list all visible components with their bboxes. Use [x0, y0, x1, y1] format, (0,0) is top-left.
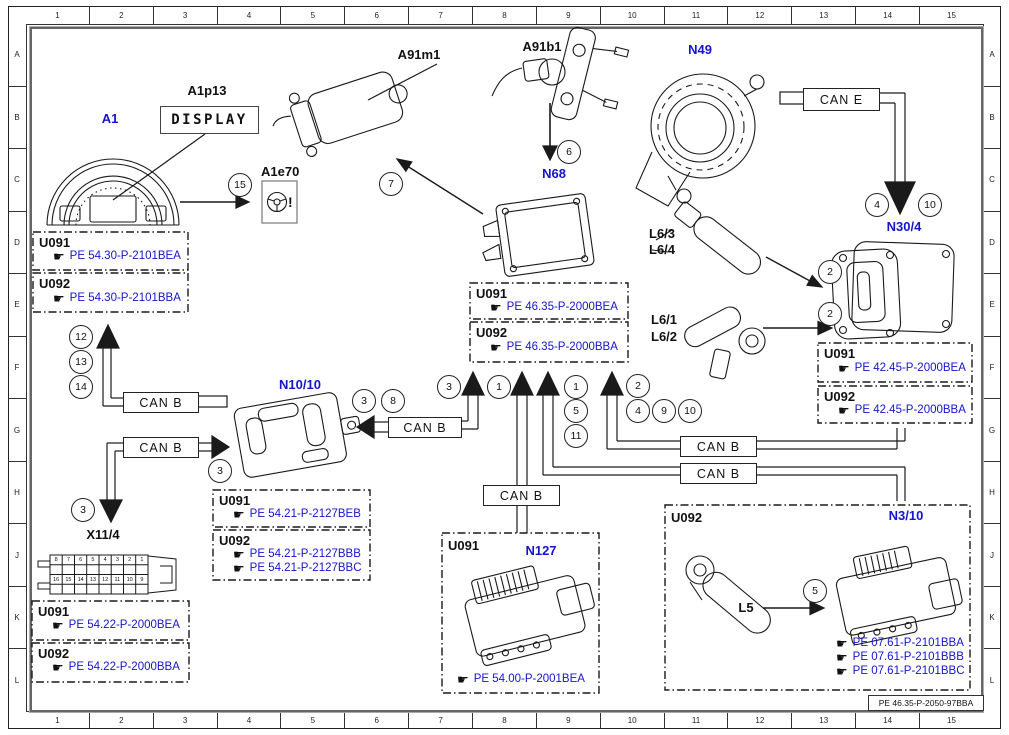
callout-5: 5: [564, 399, 588, 423]
ref-row: [52, 661, 180, 674]
drawing-number: PE 46.35-P-2050-97BBA: [868, 695, 984, 711]
a91m1-pointer-line: [368, 64, 437, 100]
see-ref-hand-icon: ☛: [233, 547, 245, 562]
ruler-cell: 2: [89, 6, 153, 24]
see-ref-hand-icon: ☛: [836, 650, 848, 665]
pe-reference: PE 07.61-P-2101BBA: [852, 636, 964, 649]
ruler-cell: 12: [727, 6, 791, 24]
callout-2: 2: [818, 260, 842, 284]
callout-10: 10: [678, 399, 702, 423]
can-b-label-6: CAN B: [680, 463, 757, 484]
callout-4: 4: [865, 193, 889, 217]
ruler-cell: 3: [153, 6, 217, 24]
a91m1-motor-drawing: [265, 60, 417, 165]
ruler-cell: L: [8, 648, 26, 711]
ruler-cell: A: [14, 50, 20, 60]
ruler-cell: F: [8, 336, 26, 399]
ruler-cell: 15: [919, 712, 983, 728]
ruler-cell: D: [8, 211, 26, 274]
ruler-cell: 8: [472, 712, 536, 728]
ruler-cell: E: [984, 273, 1000, 336]
pe-reference: PE 46.35-P-2000BBA: [506, 340, 618, 353]
display-pointer-line: [113, 134, 205, 200]
callout-7: 7: [379, 172, 403, 196]
can-e-label: CAN E: [803, 88, 880, 111]
ruler-cell: K: [984, 586, 1000, 649]
n127-label: N127: [525, 543, 557, 558]
ruler-cell: 7: [408, 6, 472, 24]
see-ref-hand-icon: ☛: [52, 660, 64, 675]
ruler-cell: 8: [472, 6, 536, 24]
u091-label: U091: [824, 346, 856, 361]
callout-2: 2: [818, 302, 842, 326]
can-b-bus-right-upper: [755, 428, 905, 449]
ruler-cell: 4: [217, 6, 281, 24]
pin-number: 2: [128, 557, 132, 563]
pin-number: 9: [140, 576, 144, 583]
ref-row: [53, 250, 181, 263]
ruler-cell: 1: [55, 10, 60, 20]
x11-4-label: X11/4: [86, 527, 120, 542]
ruler-cell: B: [984, 86, 1000, 149]
ref-row: [836, 637, 964, 650]
u092-label: U092: [476, 325, 508, 340]
can-b-label-2: CAN B: [123, 437, 199, 458]
ruler-cell: 1: [55, 715, 60, 725]
pe-reference: PE 42.45-P-2000BBA: [854, 403, 966, 416]
ref-row: [838, 404, 966, 417]
can-b-bus-center-down: [511, 372, 533, 533]
can-b-label-5: CAN B: [680, 436, 757, 457]
pin-number: 1: [140, 557, 144, 563]
l6-4-label: L6/4: [649, 242, 676, 257]
see-ref-hand-icon: ☛: [490, 300, 502, 315]
a1p13-display-box: [160, 106, 259, 134]
l6-1-label: L6/1: [651, 312, 678, 327]
ref-row: [490, 341, 618, 354]
callout-11: 11: [564, 424, 588, 448]
l6-2-label: L6/2: [651, 329, 678, 344]
ruler-cell: 4: [217, 712, 281, 728]
ruler-cell: G: [8, 398, 26, 461]
ruler-cell: 15: [919, 6, 983, 24]
ref-row: [838, 362, 966, 375]
ref-row: [233, 548, 361, 561]
ruler-cell: D: [984, 211, 1000, 274]
pin-number: 8: [54, 557, 58, 563]
ruler-cell: 7: [408, 712, 472, 728]
n30-4-abs-drawing: [831, 241, 955, 339]
ref-row: [836, 665, 965, 678]
ruler-cell: 14: [855, 6, 919, 24]
a1-label: A1: [101, 111, 119, 126]
callout-2: 2: [626, 374, 650, 398]
callout-9: 9: [652, 399, 676, 423]
n3-10-ecu-drawing: [831, 537, 966, 646]
pin-number: 13: [89, 576, 96, 583]
ruler-cell: 12: [727, 712, 791, 728]
callout-4: 4: [626, 399, 650, 423]
see-ref-hand-icon: ☛: [233, 561, 245, 576]
n68-label: N68: [542, 166, 566, 181]
pin-number: 4: [103, 557, 107, 563]
ref-row: [233, 508, 361, 521]
pe-reference: PE 54.30-P-2101BEA: [69, 249, 181, 262]
a91m1-label: A91m1: [397, 47, 441, 62]
pin-number: 6: [79, 557, 83, 563]
ruler-cell: 3: [153, 712, 217, 728]
u092-label: U092: [38, 646, 70, 661]
ruler-cell: J: [984, 523, 1000, 586]
warning-exclamation: !: [288, 194, 293, 210]
ruler-cell: C: [984, 148, 1000, 211]
pin-number: 12: [102, 576, 109, 583]
u092-label: U092: [824, 389, 856, 404]
ruler-cell: K: [8, 586, 26, 649]
see-ref-hand-icon: ☛: [233, 507, 245, 522]
callout-13: 13: [69, 350, 93, 374]
ref-row: [490, 301, 618, 314]
arrow-l6-3-to-n30-4: [766, 257, 825, 292]
ruler-cell: 5: [280, 6, 344, 24]
ruler-cell: 14: [855, 712, 919, 728]
can-b-label-4: CAN B: [483, 485, 560, 506]
pin-number: 11: [114, 576, 121, 583]
u092-label: U092: [219, 533, 251, 548]
u091-label: U091: [219, 493, 251, 508]
ruler-cell: 6: [344, 712, 408, 728]
ruler-cell: B: [8, 86, 26, 149]
display-text: DISPLAY: [171, 112, 248, 128]
callout-1: 1: [564, 375, 588, 399]
callout-3: 3: [71, 498, 95, 522]
pe-reference: PE 07.61-P-2101BBC: [852, 664, 965, 677]
can-b-bus-right-lower: [755, 467, 905, 501]
l5-sensor-drawing: [686, 556, 776, 638]
see-ref-hand-icon: ☛: [836, 664, 848, 679]
callout-3: 3: [208, 459, 232, 483]
ruler-cell: 9: [536, 6, 600, 24]
ruler-cell: 6: [344, 6, 408, 24]
can-b-label-1: CAN B: [123, 392, 199, 413]
n10-10-label: N10/10: [279, 377, 321, 392]
ruler-cell: J: [8, 523, 26, 586]
see-ref-hand-icon: ☛: [490, 340, 502, 355]
a91b1-label: A91b1: [522, 39, 562, 54]
ruler-cell: 5: [280, 712, 344, 728]
callout-3: 3: [352, 389, 376, 413]
arrow-a91b1-to-n68: [543, 103, 557, 160]
pe-reference: PE 54.30-P-2101BBA: [69, 291, 181, 304]
ruler-cell: A: [989, 50, 995, 60]
ruler-cell: H: [8, 461, 26, 524]
see-ref-hand-icon: ☛: [53, 249, 65, 264]
see-ref-hand-icon: ☛: [53, 291, 65, 306]
callout-6: 6: [557, 140, 581, 164]
pe-reference: PE 54.21-P-2127BBC: [249, 561, 362, 574]
pe-reference: PE 46.35-P-2000BEA: [506, 300, 618, 313]
ruler-cell: 10: [600, 712, 664, 728]
arrow-n68-to-a91m1: [394, 154, 483, 214]
see-ref-hand-icon: ☛: [52, 618, 64, 633]
pin-number: 10: [126, 576, 133, 583]
arrow-l5-to-n3-10: [763, 602, 824, 615]
pe-reference: PE 54.00-P-2001BEA: [473, 672, 585, 685]
n49-sensor-drawing: [636, 74, 764, 206]
u091-label: U091: [38, 604, 70, 619]
ruler-cell: 11: [664, 712, 728, 728]
l6-1-sensor-drawing: [681, 303, 765, 379]
ref-row: [448, 673, 594, 686]
callout-12: 12: [69, 325, 93, 349]
a1p13-label: A1p13: [187, 83, 227, 98]
pin-number: 15: [65, 576, 72, 583]
n10-10-module-drawing: [233, 388, 365, 478]
u092-label: U092: [671, 510, 703, 525]
callout-8: 8: [381, 389, 405, 413]
pin-number: 3: [115, 557, 119, 563]
u092-label: U092: [39, 276, 71, 291]
n49-label: N49: [688, 42, 712, 57]
ruler-cell: C: [8, 148, 26, 211]
ruler-cell: E: [8, 273, 26, 336]
u091-label: U091: [39, 235, 71, 250]
pin-number: 14: [77, 576, 84, 583]
ref-row: [52, 619, 180, 632]
pin-number: 16: [53, 576, 60, 583]
u091-label: U091: [448, 538, 480, 553]
callout-5: 5: [803, 579, 827, 603]
n30-4-label: N30/4: [886, 219, 922, 234]
see-ref-hand-icon: ☛: [836, 636, 848, 651]
ruler-cell: 9: [536, 712, 600, 728]
pe-reference: PE 54.21-P-2127BBB: [249, 547, 361, 560]
u091-label: U091: [476, 286, 508, 301]
pe-reference: PE 54.22-P-2000BBA: [68, 660, 180, 673]
callout-3: 3: [437, 375, 461, 399]
a91b1-sensor-drawing: [492, 26, 633, 131]
see-ref-hand-icon: ☛: [838, 403, 850, 418]
ruler-cell: 13: [791, 712, 855, 728]
pe-reference: PE 54.21-P-2127BEB: [249, 507, 361, 520]
pin-number: 7: [66, 557, 70, 563]
see-ref-hand-icon: ☛: [457, 672, 469, 687]
arrow-a1-to-a1e70: [180, 196, 249, 208]
a1e70-label: A1e70: [261, 164, 300, 179]
pe-reference: PE 07.61-P-2101BBB: [852, 650, 964, 663]
ruler-cell: H: [984, 461, 1000, 524]
x11-4-pin-row-1: [50, 555, 148, 565]
can-b-label-3: CAN B: [388, 417, 462, 438]
ruler-cell: 11: [664, 6, 728, 24]
callout-15: 15: [228, 173, 252, 197]
ruler-cell: 13: [791, 6, 855, 24]
n3-10-label: N3/10: [888, 508, 924, 523]
pe-reference: PE 42.45-P-2000BEA: [854, 361, 966, 374]
pin-number: 5: [91, 557, 95, 563]
ruler-cell: L: [984, 648, 1000, 711]
ref-row: [53, 292, 181, 305]
n68-module-drawing: [477, 193, 595, 279]
callout-1: 1: [487, 375, 511, 399]
ruler-cell: F: [984, 336, 1000, 399]
l6-3-label: L6/3: [649, 226, 676, 241]
ruler-cell: G: [984, 398, 1000, 461]
x11-4-pin-row-2: [50, 575, 148, 585]
ref-row: [836, 651, 964, 664]
pe-reference: PE 54.22-P-2000BEA: [68, 618, 180, 631]
ruler-cell: 10: [600, 6, 664, 24]
l5-label: L5: [738, 600, 754, 615]
callout-14: 14: [69, 375, 93, 399]
ref-row: [233, 562, 362, 575]
callout-10: 10: [918, 193, 942, 217]
a1-instrument-cluster-drawing: [47, 159, 179, 225]
n127-ecu-drawing: [459, 553, 602, 667]
ruler-cell: 2: [89, 712, 153, 728]
see-ref-hand-icon: ☛: [838, 361, 850, 376]
